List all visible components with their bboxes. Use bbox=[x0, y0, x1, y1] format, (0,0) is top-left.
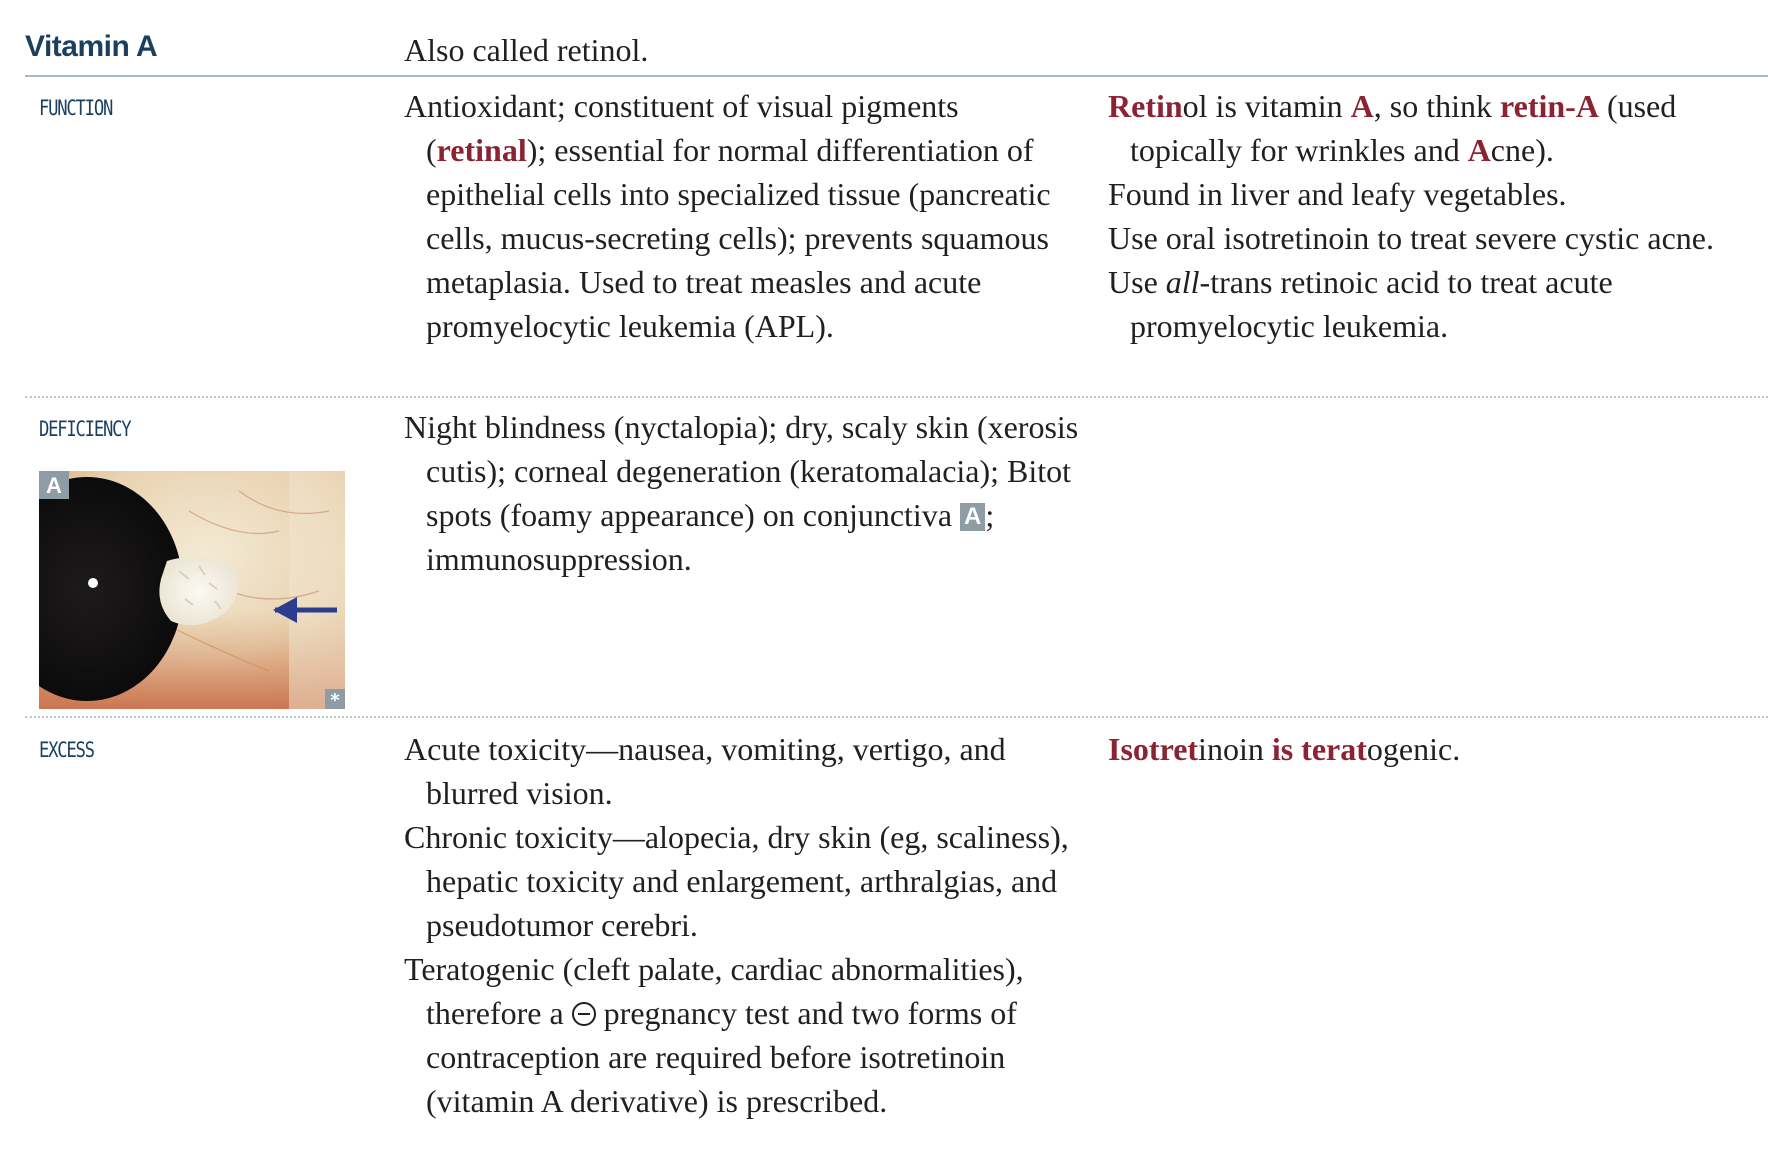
teratogenic-mnemonic: Isotretinoin is teratogenic. bbox=[1108, 731, 1461, 767]
function-notes bbox=[1108, 84, 1768, 348]
atra-note: Use all-trans retinoic acid to treat acute promyelocytic leukemia. bbox=[1108, 264, 1613, 344]
deficiency-label: DEFICIENCY bbox=[39, 417, 131, 441]
image-badge: A bbox=[46, 473, 62, 498]
isotretinoin-note: Use oral isotretinoin to treat severe cystic acne. bbox=[1108, 220, 1714, 256]
chronic-toxicity: Chronic toxicity—alopecia, dry skin (eg, scaliness), hepatic toxicity and enlargement, arthralgias, and pseudotumor cerebri. bbox=[404, 819, 1069, 943]
excess-description bbox=[404, 727, 1084, 1123]
mnemonic-note: Retinol is vitamin A, so think retin-A (used topically for wrinkles and Acne). bbox=[1108, 88, 1677, 168]
function-description bbox=[404, 84, 1084, 348]
function-text-end: ); essential for normal differentiation of epithelial cells into specialized tissue (pancreatic cells, mucus-secreting cells); prevents squamous metaplasia. Used to treat measles and acute promyelocytic leukemia (APL). bbox=[426, 132, 1051, 344]
section-divider bbox=[25, 716, 1768, 718]
page-title: Vitamin A bbox=[25, 30, 158, 63]
function-label: FUNCTION bbox=[39, 96, 113, 120]
excess-label: EXCESS bbox=[39, 738, 94, 762]
teratogenic: Teratogenic (cleft palate, cardiac abnormalities), therefore a pregnancy test and two forms of contraception are required before isotretinoin (vitamin A derivative) is prescribed. bbox=[404, 951, 1024, 1119]
header-divider bbox=[25, 75, 1768, 77]
retinal-highlight: retinal bbox=[436, 132, 527, 168]
acute-toxicity: Acute toxicity—nausea, vomiting, vertigo, and blurred vision. bbox=[404, 731, 1006, 811]
negative-sign-icon bbox=[572, 1002, 596, 1026]
deficiency-description: Night blindness (nyctalopia); dry, scaly skin (xerosis cutis); corneal degeneration (keratomalacia); Bitot spots (foamy appearance) on conjunctiva A ; immunosuppression. bbox=[404, 409, 1079, 577]
page-subtitle: Also called retinol. bbox=[404, 32, 649, 68]
function-text-start: Antioxidant; constituent of visual pigments ( bbox=[404, 88, 959, 168]
sources-note: Found in liver and leafy vegetables. bbox=[1108, 176, 1567, 212]
image-asterisk: * bbox=[330, 690, 340, 709]
bitot-spot-image bbox=[39, 471, 345, 709]
excess-notes bbox=[1108, 727, 1748, 771]
figure-badge: A bbox=[960, 503, 985, 531]
section-divider bbox=[25, 396, 1768, 398]
